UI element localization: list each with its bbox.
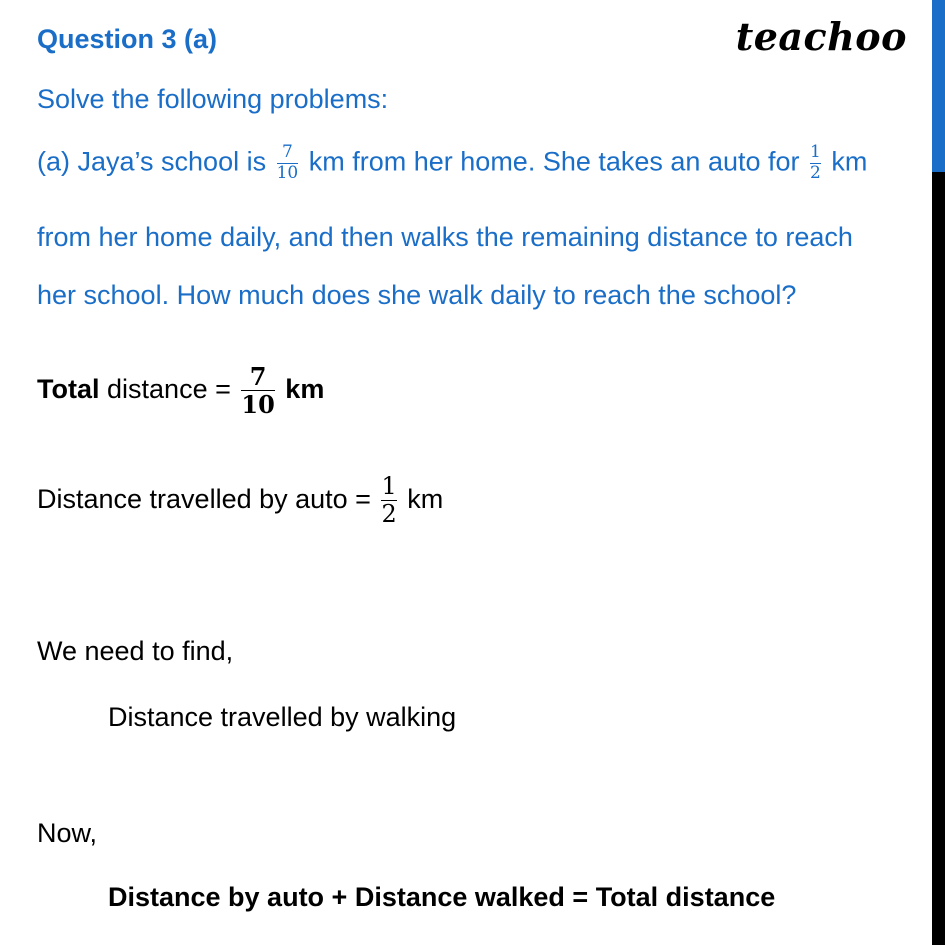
auto-fraction: [381, 474, 396, 527]
fraction-denominator: 2: [381, 500, 397, 529]
question-title: Question 3 (a): [37, 24, 218, 54]
question-line-1-part-c: km: [831, 146, 868, 177]
auto-distance-text: Distance travelled by auto =: [37, 483, 371, 514]
question-line-1-part-a: (a) Jaya’s school is: [37, 146, 267, 177]
fraction-denominator: 2: [810, 162, 821, 183]
question-line-1-part-b: km from her home. She takes an auto for: [308, 146, 800, 177]
question-line-3: her school. How much does she walk daily to reach the school?: [37, 280, 797, 310]
total-unit: km: [285, 373, 325, 404]
fraction-denominator: 10: [241, 390, 275, 420]
fraction-numerator: 1: [810, 142, 821, 162]
fraction-seven-tenths: [277, 144, 299, 183]
fraction-numerator: 7: [249, 362, 267, 391]
auto-distance-line: [37, 474, 443, 527]
question-line-2: from her home daily, and then walks the remaining distance to reach: [37, 222, 853, 252]
fraction-numerator: 1: [381, 472, 397, 500]
question-line-1: [37, 144, 867, 183]
now-line: Now,: [37, 818, 98, 848]
find-item-line: Distance travelled by walking: [108, 702, 457, 732]
right-sidebar-accent: [932, 0, 945, 172]
fraction-numerator: 7: [282, 142, 293, 162]
total-distance-line: [37, 362, 325, 420]
question-intro: Solve the following problems:: [37, 84, 389, 114]
fraction-denominator: 10: [276, 162, 299, 183]
auto-unit: km: [407, 483, 444, 514]
equation-line: Distance by auto + Distance walked = Total distance: [108, 882, 776, 912]
total-bold-label: Total: [37, 373, 100, 404]
fraction-one-half: [810, 144, 821, 183]
teachoo-logo: teachoo: [735, 14, 907, 59]
need-find-line: We need to find,: [37, 636, 234, 666]
total-fraction: [241, 362, 275, 420]
total-distance-text: distance =: [107, 373, 231, 404]
